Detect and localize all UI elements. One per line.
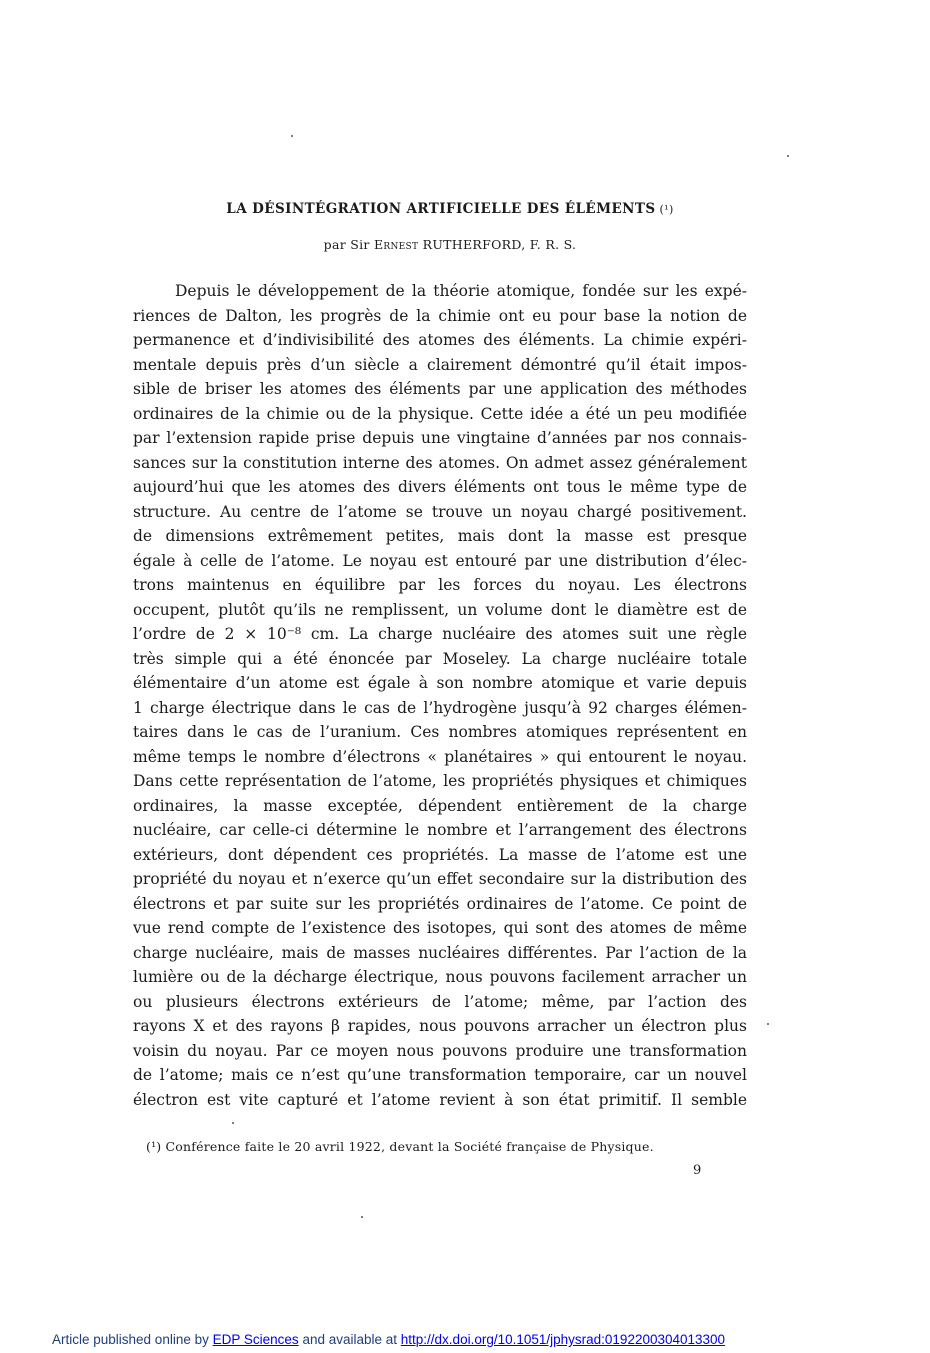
text-line: permanence et d’indivisibilité des atomes des éléments. La chimie expéri- [133,331,747,349]
author-last-name: RUTHERFORD, F. R. S. [422,237,577,252]
text-line: extérieurs, dont dépendent ces propriétés. La masse de l’atome est une [133,845,747,864]
text-line: taires dans le cas de l’uranium. Ces nombres atomiques représentent en [133,723,747,741]
footnote: (¹) Conférence faite le 20 avril 1922, devant la Société française de Physique. [146,1139,654,1154]
text-line: électrons et par suite sur les propriétés ordinaires de l’atome. Ce point de [133,894,747,913]
text-line: égale à celle de l’atome. Le noyau est entouré par une distribution d’élec- [133,551,747,570]
article-title-text: LA DÉSINTÉGRATION ARTIFICIELLE DES ÉLÉMENTS [226,201,656,217]
footer-middle: and available at [302,1332,398,1347]
text-line: l’ordre de 2 × 10⁻⁸ cm. La charge nucléaire des atomes suit une règle [133,625,747,643]
article-title [150,201,750,217]
text-line: vue rend compte de l’existence des isotopes, qui sont des atomes de même [133,919,747,937]
text-line: ordinaires de la chimie ou de la physique. Cette idée a été un peu modifiée [133,404,747,423]
scan-speck [787,155,789,157]
doi-link[interactable]: http://dx.doi.org/10.1051/jphysrad:0192200304013300 [400,1332,726,1347]
publication-footer [52,1332,725,1347]
title-footnote-ref: (¹) [659,203,674,216]
page-number: 9 [693,1163,702,1178]
publisher-link[interactable]: EDP Sciences [212,1332,299,1347]
text-line: trons maintenus en équilibre par les forces du noyau. Les électrons [133,576,747,594]
text-line: sible de briser les atomes des éléments par une application des méthodes [133,380,747,398]
scan-speck [767,1023,769,1025]
text-line: voisin du noyau. Par ce moyen nous pouvons produire une transformation [133,1041,747,1060]
author-prefix: par Sir [323,237,370,252]
text-line: mentale depuis près d’un siècle a clairement démontré qu’il était impos- [133,355,747,374]
text-line: riences de Dalton, les progrès de la chimie ont eu pour base la notion de [133,306,747,325]
text-line: structure. Au centre de l’atome se trouve un noyau chargé positivement. [133,502,747,521]
text-line: rayons X et des rayons β rapides, nous pouvons arracher un électron plus [133,1017,747,1035]
text-line: ordinaires, la masse exceptée, dépendent entièrement de la charge [133,796,747,815]
text-line: de l’atome; mais ce n’est qu’une transformation temporaire, car un nouvel [133,1066,747,1084]
scan-speck [232,1122,234,1124]
text-line: charge nucléaire, mais de masses nucléaires différentes. Par l’action de la [133,943,747,962]
text-line: 1 charge électrique dans le cas de l’hydrogène jusqu’à 92 charges élémen- [133,698,747,717]
text-line: Dans cette représentation de l’atome, les propriétés physiques et chimiques [133,772,747,790]
scan-speck [361,1216,363,1218]
text-line: même temps le nombre d’électrons « planétaires » qui entourent le noyau. [133,747,747,766]
text-line: très simple qui a été énoncée par Moseley. La charge nucléaire totale [133,649,747,668]
text-line: lumière ou de la décharge électrique, nous pouvons facilement arracher un [133,968,747,986]
body-paragraph [133,279,747,1112]
footer-prefix: Article published online by [52,1332,209,1347]
text-line: de dimensions extrêmement petites, mais dont la masse est presque [133,527,747,545]
text-line: ou plusieurs électrons extérieurs de l’atome; même, par l’action des [133,992,747,1011]
text-line: propriété du noyau et n’exerce qu’un effet secondaire sur la distribution des [133,870,747,888]
text-line: élémentaire d’un atome est égale à son nombre atomique et varie depuis [133,674,747,692]
text-line: nucléaire, car celle-ci détermine le nombre et l’arrangement des électrons [133,821,747,839]
author-first-name: Ernest [374,237,419,252]
scan-speck [291,135,293,137]
text-line: occupent, plutôt qu’ils ne remplissent, un volume dont le diamètre est de [133,600,747,619]
text-line: électron est vite capturé et l’atome revient à son état primitif. Il semble [133,1090,747,1109]
text-line: aujourd’hui que les atomes des divers éléments ont tous le même type de [133,478,747,496]
text-line: par l’extension rapide prise depuis une vingtaine d’années par nos connais- [133,429,747,447]
text-line: sances sur la constitution interne des atomes. On admet assez généralement [133,453,747,472]
author-line [150,237,750,252]
text-line: Depuis le développement de la théorie atomique, fondée sur les expé- [175,282,747,300]
